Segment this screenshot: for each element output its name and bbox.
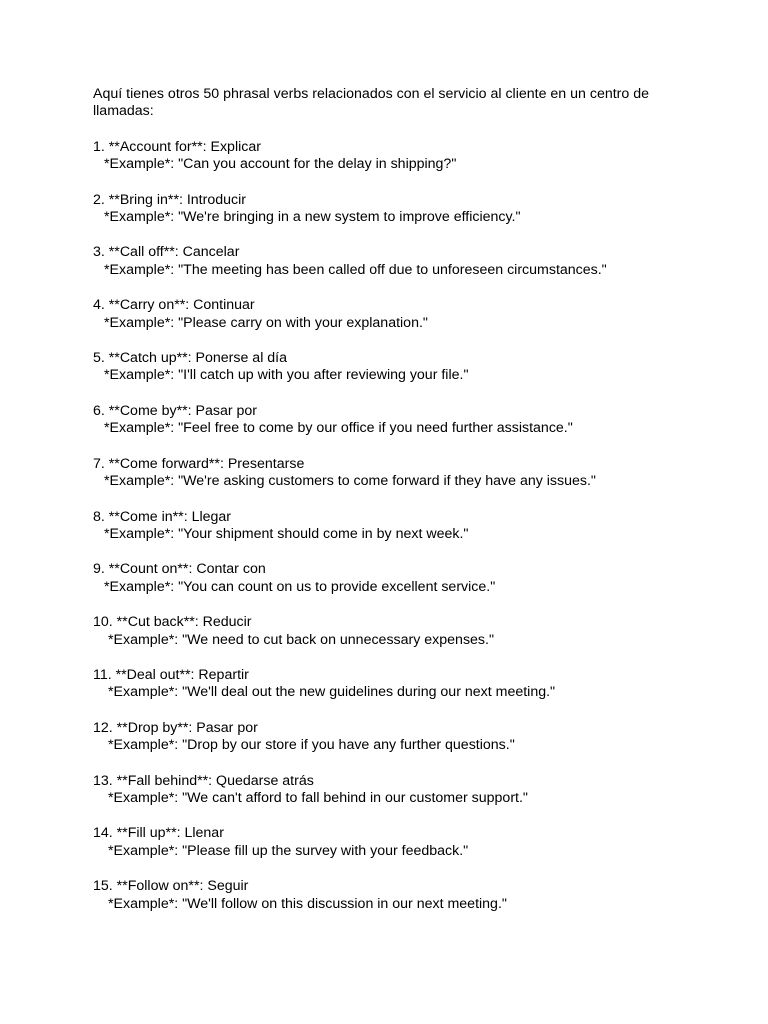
phrasal-verb-term: 6. **Come by**: Pasar por: [93, 402, 258, 419]
phrasal-verb-example: *Example*: "The meeting has been called off due to unforeseen circumstances.": [104, 261, 607, 278]
phrasal-verb-term: 15. **Follow on**: Seguir: [93, 878, 249, 895]
list-item: [93, 614, 663, 649]
list-item: [93, 561, 663, 596]
phrasal-verb-term: 8. **Come in**: Llegar: [93, 508, 232, 525]
phrasal-verb-example: *Example*: "We're bringing in a new system to improve efficiency.": [104, 209, 521, 226]
phrasal-verb-example: *Example*: "I'll catch up with you after reviewing your file.": [104, 367, 469, 384]
phrasal-verb-term: 14. **Fill up**: Llenar: [93, 825, 224, 842]
phrasal-verb-example: *Example*: "We need to cut back on unnecessary expenses.": [108, 631, 494, 648]
phrasal-verb-example: *Example*: "Please carry on with your explanation.": [104, 314, 428, 331]
phrasal-verb-term: 9. **Count on**: Contar con: [93, 561, 266, 578]
list-item: [93, 244, 663, 279]
list-item: [93, 192, 663, 227]
phrasal-verb-term: 13. **Fall behind**: Quedarse atrás: [93, 772, 314, 789]
list-item: [93, 878, 663, 913]
phrasal-verb-term: 4. **Carry on**: Continuar: [93, 297, 255, 314]
phrasal-verb-term: 7. **Come forward**: Presentarse: [93, 455, 305, 472]
phrasal-verb-example: *Example*: "We can't afford to fall behind in our customer support.": [108, 789, 528, 806]
phrasal-verb-example: *Example*: "You can count on us to provide excellent service.": [104, 578, 496, 595]
list-item: [93, 403, 663, 438]
list-item: [93, 456, 663, 491]
phrasal-verb-term: 5. **Catch up**: Ponerse al día: [93, 350, 288, 367]
list-item: [93, 825, 663, 860]
phrasal-verb-example: *Example*: "Your shipment should come in by next week.": [104, 525, 469, 542]
phrasal-verb-example: *Example*: "Feel free to come by our office if you need further assistance.": [104, 420, 573, 437]
document-page: [93, 86, 663, 931]
phrasal-verb-term: 1. **Account for**: Explicar: [93, 138, 261, 155]
list-item: [93, 720, 663, 755]
list-item: [93, 773, 663, 808]
phrasal-verb-term: 11. **Deal out**: Repartir: [93, 666, 249, 683]
phrasal-verb-term: 12. **Drop by**: Pasar por: [93, 719, 258, 736]
list-item: [93, 297, 663, 332]
phrasal-verb-example: *Example*: "We'll follow on this discussion in our next meeting.": [108, 895, 507, 912]
phrasal-verb-example: *Example*: "Drop by our store if you have any further questions.": [108, 737, 515, 754]
list-item: [93, 509, 663, 544]
phrasal-verb-term: 2. **Bring in**: Introducir: [93, 191, 246, 208]
list-item: [93, 139, 663, 174]
phrasal-verb-example: *Example*: "We'll deal out the new guidelines during our next meeting.": [108, 684, 556, 701]
phrasal-verb-term: 3. **Call off**: Cancelar: [93, 244, 240, 261]
phrasal-verb-example: *Example*: "We're asking customers to come forward if they have any issues.": [104, 473, 596, 490]
list-item: [93, 350, 663, 385]
intro-paragraph: Aquí tienes otros 50 phrasal verbs relacionados con el servicio al cliente en un centro de llamadas:: [93, 86, 650, 120]
phrasal-verb-example: *Example*: "Can you account for the delay in shipping?": [104, 156, 457, 173]
phrasal-verb-term: 10. **Cut back**: Reducir: [93, 614, 252, 631]
phrasal-verb-example: *Example*: "Please fill up the survey with your feedback.": [108, 842, 469, 859]
list-item: [93, 667, 663, 702]
